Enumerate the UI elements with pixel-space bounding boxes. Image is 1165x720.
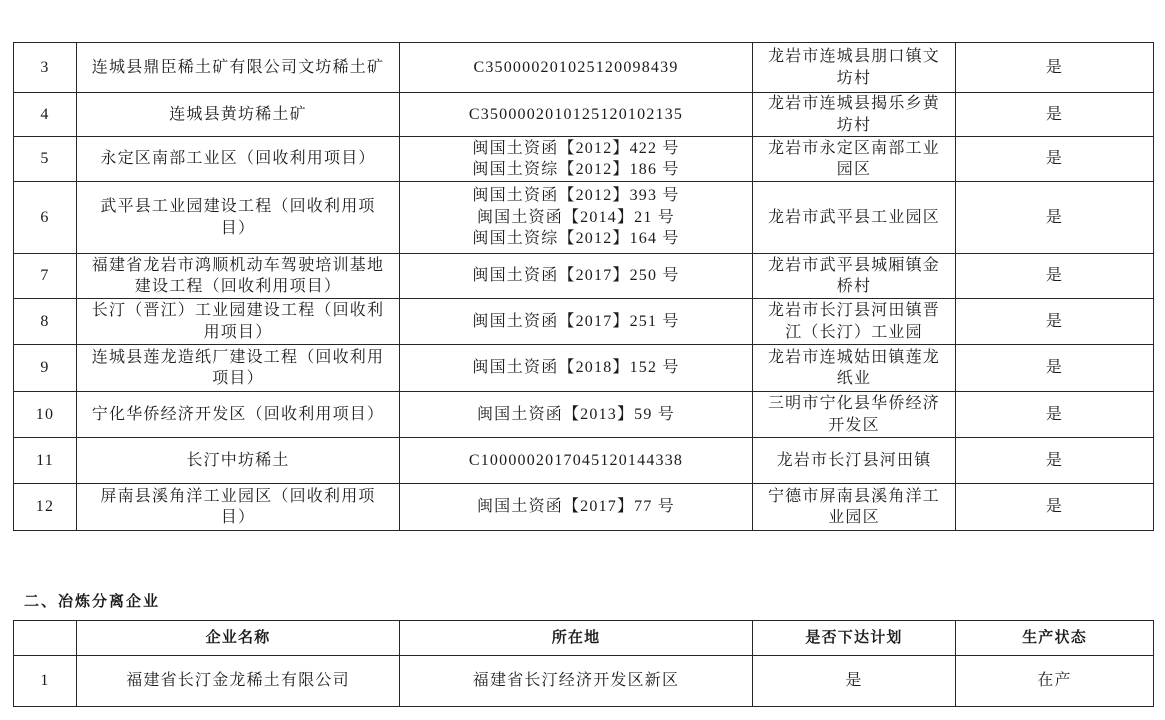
project-name: 长汀（晋江）工业园建设工程（回收利 用项目） — [77, 299, 400, 345]
plan-issued: 是 — [956, 484, 1154, 531]
permit-number: 闽国土资函【2018】152 号 — [400, 345, 753, 392]
permit-number: 闽国土资函【2012】393 号 闽国土资函【2014】21 号 闽国土资综【2012】164 号 — [400, 182, 753, 254]
rare-earth-mine-table — [13, 42, 1154, 531]
row-number: 5 — [14, 137, 77, 182]
row-number: 10 — [14, 392, 77, 438]
project-name: 长汀中坊稀土 — [77, 438, 400, 484]
project-name: 武平县工业园建设工程（回收利用项 目） — [77, 182, 400, 254]
production-status: 在产 — [956, 656, 1154, 707]
section-heading: 二、冶炼分离企业 — [24, 592, 161, 610]
location: 龙岩市长汀县河田镇 — [753, 438, 956, 484]
table-row — [14, 299, 1154, 345]
table-body — [14, 621, 1154, 707]
location: 龙岩市连城县朋口镇文 坊村 — [753, 43, 956, 93]
location: 龙岩市永定区南部工业 园区 — [753, 137, 956, 182]
permit-number: C3500002010125120102135 — [400, 93, 753, 137]
plan-issued: 是 — [956, 299, 1154, 345]
table-row — [14, 438, 1154, 484]
plan-issued: 是 — [956, 182, 1154, 254]
table-row — [14, 656, 1154, 707]
row-number: 9 — [14, 345, 77, 392]
project-name: 宁化华侨经济开发区（回收利用项目） — [77, 392, 400, 438]
plan-issued: 是 — [956, 438, 1154, 484]
plan-issued: 是 — [956, 345, 1154, 392]
table-body — [14, 43, 1154, 531]
location: 龙岩市长汀县河田镇晋 江（长汀）工业园 — [753, 299, 956, 345]
project-name: 屏南县溪角洋工业园区（回收利用项 目） — [77, 484, 400, 531]
location: 福建省长汀经济开发区新区 — [400, 656, 753, 707]
header-production-status: 生产状态 — [956, 621, 1154, 656]
plan-issued: 是 — [956, 392, 1154, 438]
plan-issued: 是 — [753, 656, 956, 707]
permit-number: 闽国土资函【2017】77 号 — [400, 484, 753, 531]
location: 龙岩市武平县工业园区 — [753, 182, 956, 254]
plan-issued: 是 — [956, 137, 1154, 182]
table-header-row — [14, 621, 1154, 656]
table-row — [14, 137, 1154, 182]
location: 宁德市屏南县溪角洋工 业园区 — [753, 484, 956, 531]
smelting-separation-table — [13, 620, 1154, 707]
table-row — [14, 345, 1154, 392]
permit-number: C350000201025120098439 — [400, 43, 753, 93]
project-name: 连城县莲龙造纸厂建设工程（回收利用 项目） — [77, 345, 400, 392]
table-row — [14, 93, 1154, 137]
row-number: 7 — [14, 254, 77, 299]
table-row — [14, 182, 1154, 254]
permit-number: 闽国土资函【2013】59 号 — [400, 392, 753, 438]
row-number: 4 — [14, 93, 77, 137]
project-name: 连城县鼎臣稀土矿有限公司文坊稀土矿 — [77, 43, 400, 93]
company-name: 福建省长汀金龙稀土有限公司 — [77, 656, 400, 707]
location: 龙岩市连城县揭乐乡黄 坊村 — [753, 93, 956, 137]
permit-number: 闽国土资函【2012】422 号 闽国土资综【2012】186 号 — [400, 137, 753, 182]
permit-number: 闽国土资函【2017】251 号 — [400, 299, 753, 345]
permit-number: 闽国土资函【2017】250 号 — [400, 254, 753, 299]
header-location: 所在地 — [400, 621, 753, 656]
header-number — [14, 621, 77, 656]
table-row — [14, 254, 1154, 299]
permit-number: C1000002017045120144338 — [400, 438, 753, 484]
row-number: 6 — [14, 182, 77, 254]
location: 龙岩市武平县城厢镇金 桥村 — [753, 254, 956, 299]
row-number: 11 — [14, 438, 77, 484]
row-number: 12 — [14, 484, 77, 531]
row-number: 8 — [14, 299, 77, 345]
project-name: 福建省龙岩市鸿顺机动车驾驶培训基地 建设工程（回收利用项目） — [77, 254, 400, 299]
plan-issued: 是 — [956, 254, 1154, 299]
table-row — [14, 392, 1154, 438]
row-number: 3 — [14, 43, 77, 93]
row-number: 1 — [14, 656, 77, 707]
table-row — [14, 484, 1154, 531]
table-row — [14, 43, 1154, 93]
header-company-name: 企业名称 — [77, 621, 400, 656]
plan-issued: 是 — [956, 43, 1154, 93]
project-name: 连城县黄坊稀土矿 — [77, 93, 400, 137]
plan-issued: 是 — [956, 93, 1154, 137]
header-plan-issued: 是否下达计划 — [753, 621, 956, 656]
location: 龙岩市连城姑田镇莲龙 纸业 — [753, 345, 956, 392]
location: 三明市宁化县华侨经济 开发区 — [753, 392, 956, 438]
project-name: 永定区南部工业区（回收利用项目） — [77, 137, 400, 182]
